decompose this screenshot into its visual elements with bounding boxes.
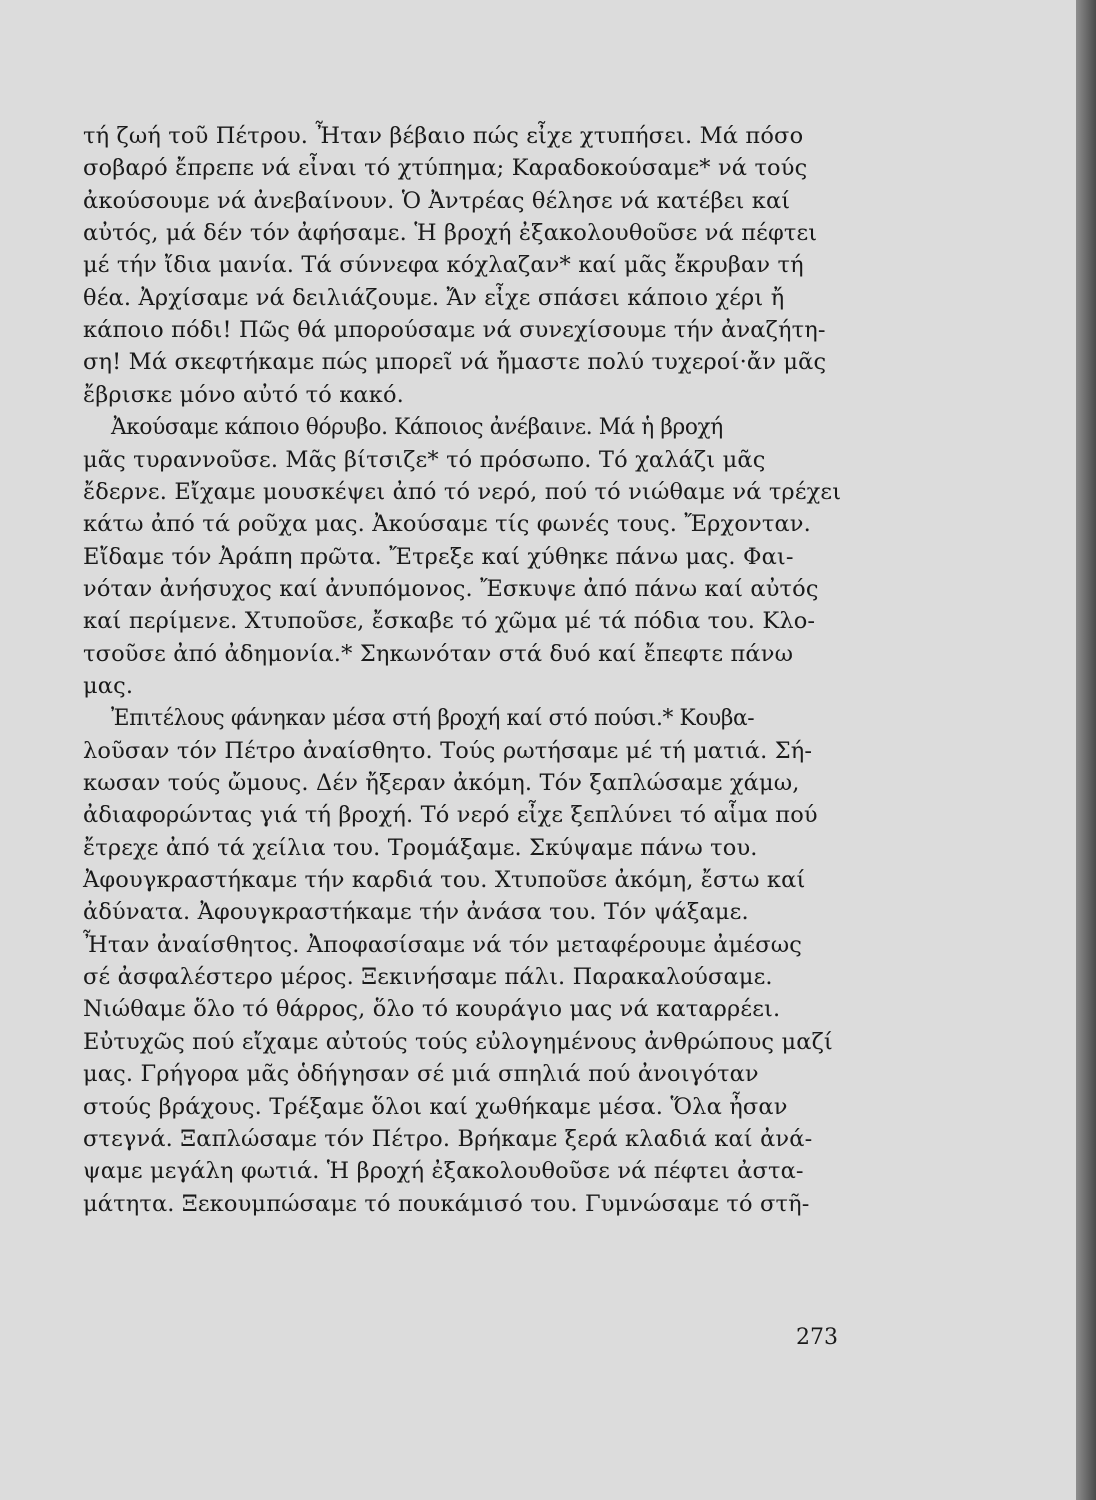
text-line: Ἀφουγκραστήκαμε τήν καρδιά του. Χτυποῦσε ἀκόμη, ἔστω καί [83, 867, 806, 894]
text-line: ἀδύνατα. Ἀφουγκραστήκαμε τήν ἀνάσα του. Τόν ψάξαμε. [83, 899, 749, 926]
text-line: τή ζωή τοῦ Πέτρου. Ἦταν βέβαιο πώς εἶχε χτυπήσει. Μά πόσο [83, 123, 804, 149]
text-line: κωσαν τούς ὤμους. Δέν ἤξεραν ἀκόμη. Τόν ξαπλώσαμε χάμω, [83, 770, 800, 796]
text-line: μας. [83, 672, 134, 699]
text-line: ἔτρεχε ἀπό τά χείλια του. Τρομάξαμε. Σκύψαμε πάνω του. [83, 834, 758, 861]
text-line: Ἐπιτέλους φάνηκαν μέσα στή βροχή καί στό πούσι.* Κουβα- [111, 705, 755, 732]
text-line: θέα. Ἀρχίσαμε νά δειλιάζουμε. Ἄν εἶχε σπάσει κάποιο χέρι ἤ [83, 284, 785, 311]
text-line: μας. Γρήγορα μᾶς ὁδήγησαν σέ μιά σπηλιά πού ἀνοιγόταν [83, 1061, 759, 1088]
text-line: ψαμε μεγάλη φωτιά. Ἡ βροχή ἐξακολουθοῦσε νά πέφτει ἀστα- [83, 1158, 804, 1185]
text-line: ση! Μά σκεφτήκαμε πώς μπορεῖ νά ἤμαστε πολύ τυχεροί·ἄν μᾶς [83, 349, 827, 376]
page-number: 273 [796, 1325, 838, 1350]
text-line: ἔδερνε. Εἴχαμε μουσκέψει ἀπό τό νερό, πού τό νιώθαμε νά τρέχει [83, 478, 842, 505]
text-line: Εὐτυχῶς πού εἴχαμε αὐτούς τούς εὐλογημένους ἀνθρώπους μαζί [83, 1028, 833, 1055]
text-line: Εἴδαμε τόν Ἀράπη πρῶτα. Ἔτρεξε καί χύθηκε πάνω μας. Φαι- [83, 543, 794, 570]
text-line: κάποιο πόδι! Πῶς θά μπορούσαμε νά συνεχίσουμε τήν ἀναζήτη- [83, 317, 826, 344]
text-line: Ἦταν ἀναίσθητος. Ἀποφασίσαμε νά τόν μεταφέρουμε ἀμέσως [83, 931, 802, 958]
text-line: σοβαρό ἔπρεπε νά εἶναι τό χτύπημα; Καραδοκούσαμε* νά τούς [83, 155, 808, 182]
text-line: μάτητα. Ξεκουμπώσαμε τό πουκάμισό του. Γυμνώσαμε τό στῆ- [83, 1190, 810, 1217]
text-line: λοῦσαν τόν Πέτρο ἀναίσθητο. Τούς ρωτήσαμε μέ τή ματιά. Σή- [83, 737, 813, 764]
text-line: τσοῦσε ἀπό ἀδημονία.* Σηκωνόταν στά δυό καί ἔπεφτε πάνω [83, 640, 794, 667]
text-line: ἀκούσουμε νά ἀνεβαίνουν. Ὁ Ἀντρέας θέλησε νά κατέβει καί [83, 187, 791, 214]
text-line: κάτω ἀπό τά ροῦχα μας. Ἀκούσαμε τίς φωνές τους. Ἔρχονταν. [83, 511, 811, 538]
text-line: στούς βράχους. Τρέξαμε ὅλοι καί χωθήκαμε μέσα. Ὅλα ἦσαν [83, 1093, 788, 1120]
text-line: ἔβρισκε μόνο αὐτό τό κακό. [83, 381, 404, 408]
text-line: νόταν ἀνήσυχος καί ἀνυπόμονος. Ἔσκυψε ἀπό πάνω καί αὐτός [83, 575, 819, 602]
text-line: καί περίμενε. Χτυποῦσε, ἔσκαβε τό χῶμα μέ τά πόδια του. Κλο- [83, 608, 816, 635]
text-line: μᾶς τυραννοῦσε. Μᾶς βίτσιζε* τό πρόσωπο. Τό χαλάζι μᾶς [83, 446, 766, 473]
page-edge-shadow [1076, 0, 1096, 1500]
text-line: στεγνά. Ξαπλώσαμε τόν Πέτρο. Βρήκαμε ξερά κλαδιά καί ἀνά- [83, 1125, 813, 1152]
text-line: Ἀκούσαμε κάποιο θόρυβο. Κάποιος ἀνέβαινε. Μά ἡ βροχή [111, 414, 723, 441]
text-line: σέ ἀσφαλέστερο μέρος. Ξεκινήσαμε πάλι. Παρακαλούσαμε. [83, 964, 773, 991]
text-line: αὐτός, μά δέν τόν ἀφήσαμε. Ἡ βροχή ἐξακολουθοῦσε νά πέφτει [83, 220, 818, 247]
text-line: Νιώθαμε ὅλο τό θάρρος, ὅλο τό κουράγιο μας νά καταρρέει. [83, 996, 781, 1023]
text-line: μέ τήν ἴδια μανία. Τά σύννεφα κόχλαζαν* καί μᾶς ἔκρυβαν τή [83, 252, 804, 279]
text-line: ἀδιαφορώντας γιά τή βροχή. Τό νερό εἶχε ξεπλύνει τό αἷμα πού [83, 802, 818, 829]
